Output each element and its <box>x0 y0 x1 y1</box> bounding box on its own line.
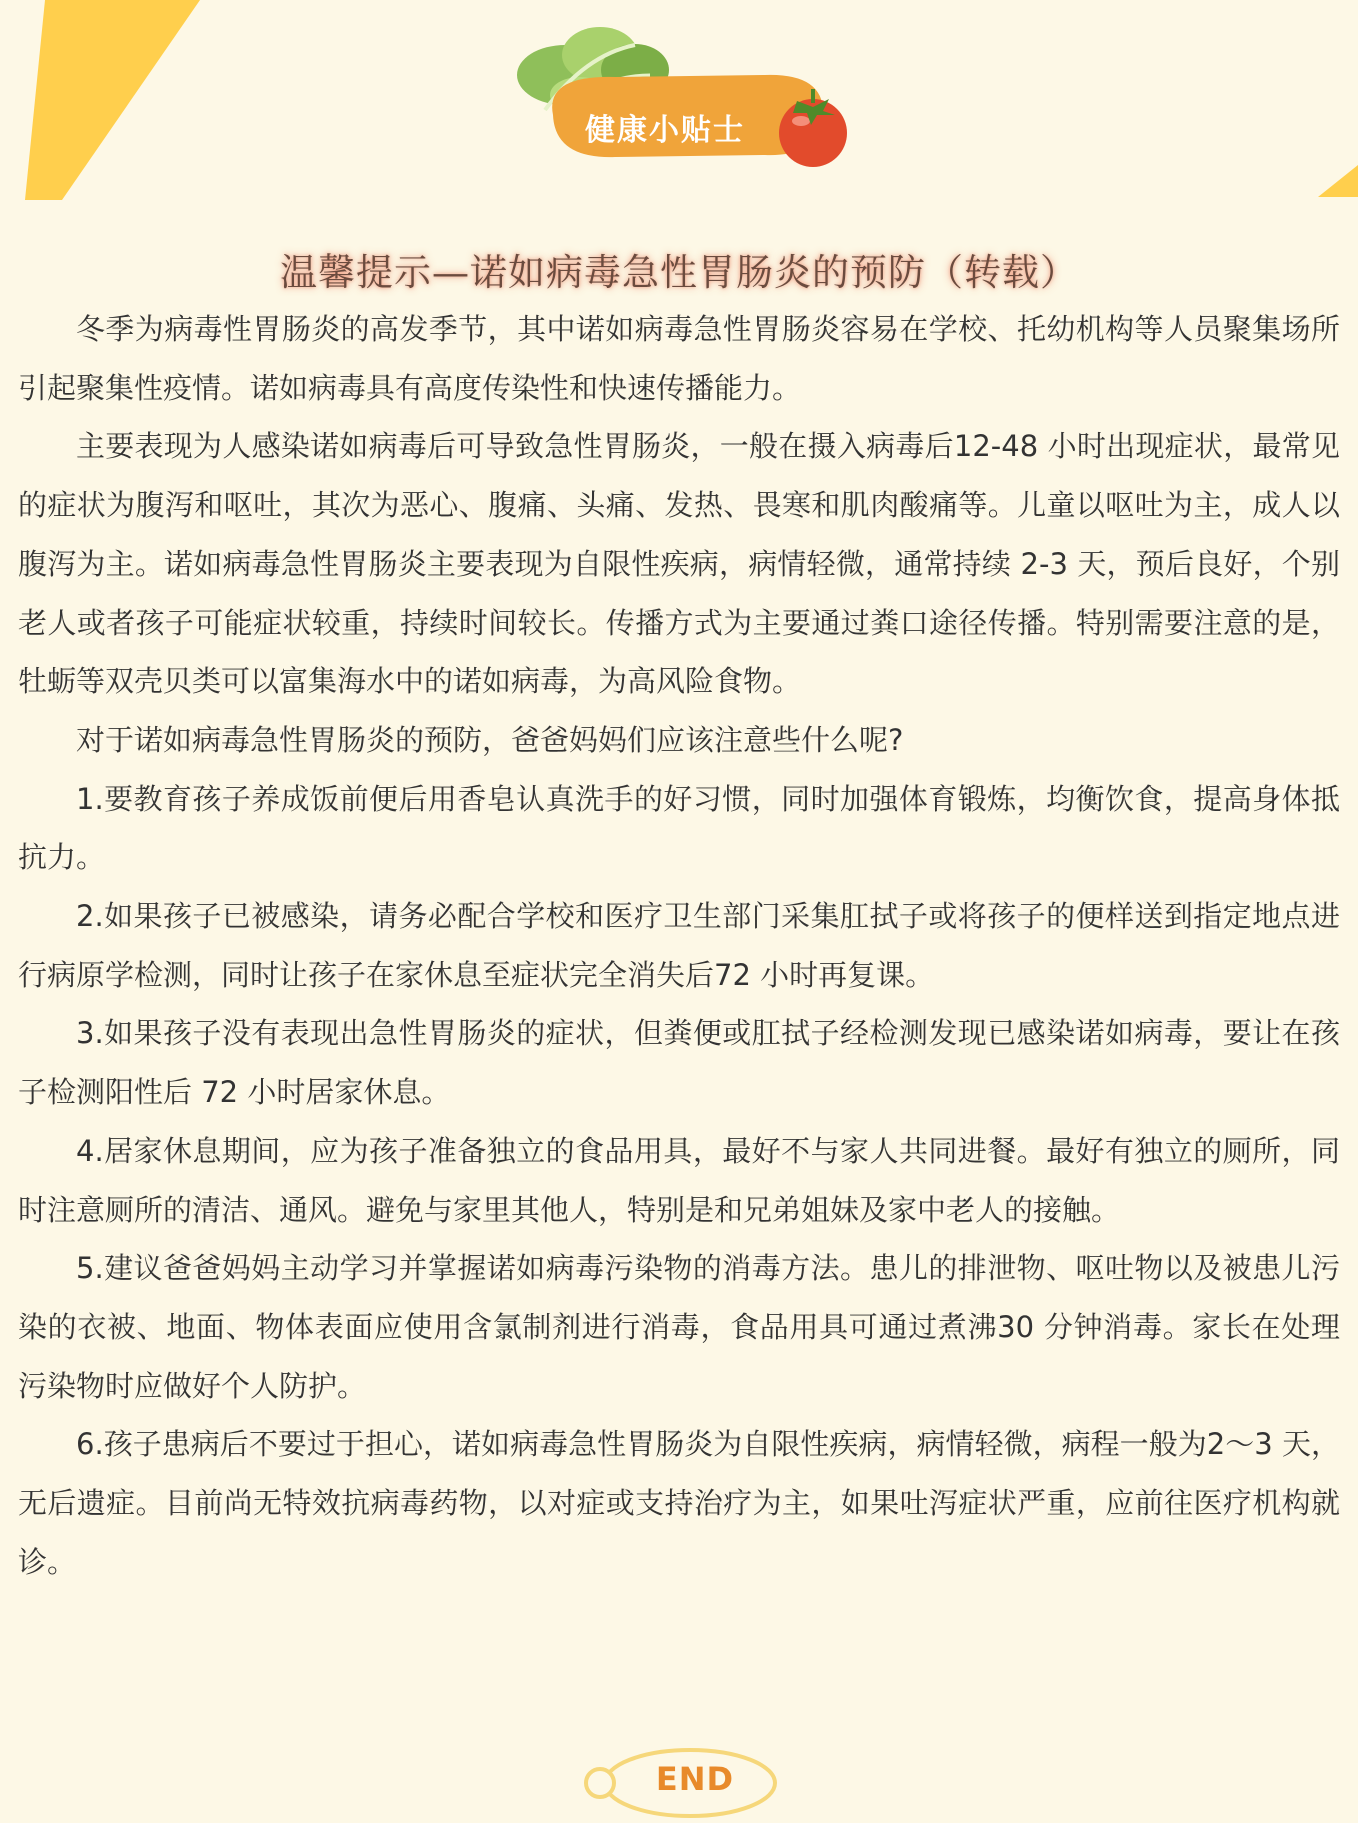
article-title: 温馨提示—诺如病毒急性胃肠炎的预防（转载） <box>280 251 1078 294</box>
paragraph-tip-1: 1.要教育孩子养成饭前便后用香皂认真洗手的好习惯，同时加强体育锻炼，均衡饮食，提高身体抵抗力。 <box>18 781 1340 875</box>
corner-triangle-decoration <box>1318 165 1358 197</box>
article-body <box>18 300 1340 1591</box>
paragraph-intro: 冬季为病毒性胃肠炎的高发季节，其中诺如病毒急性胃肠炎容易在学校、托幼机构等人员聚集场所引起聚集性疫情。诺如病毒具有高度传染性和快速传播能力。 <box>18 312 1340 405</box>
corner-stripe-decoration <box>0 0 260 200</box>
paragraph-symptoms: 主要表现为人感染诺如病毒后可导致急性胃肠炎，一般在摄入病毒后12-48 小时出现症状，最常见的症状为腹泻和呕吐，其次为恶心、腹痛、头痛、发热、畏寒和肌肉酸痛等。儿童以呕吐为主，成人以腹泻为主。诺如病毒急性胃肠炎主要表现为自限性疾病，病情轻微，通常持续 2-3 天，预后良好，个别老人或者孩子可能症状较重，持续时间较长。传播方式为主要通过粪口途径传播。特别需要注意的是，牡蛎等双壳贝类可以富集海水中的诺如病毒，为高风险食物。 <box>18 429 1340 699</box>
health-tips-badge <box>505 15 855 175</box>
paragraph-tip-4: 4.居家休息期间，应为孩子准备独立的食品用具，最好不与家人共同进餐。最好有独立的厕所，同时注意厕所的清洁、通风。避免与家里其他人，特别是和兄弟姐妹及家中老人的接触。 <box>18 1133 1340 1227</box>
paragraph-tip-6: 6.孩子患病后不要过于担心，诺如病毒急性胃肠炎为自限性疾病，病情轻微，病程一般为2～3 天，无后遗症。目前尚无特效抗病毒药物，以对症或支持治疗为主，如果吐泻症状严重，应前往医疗机构就诊。 <box>18 1427 1340 1579</box>
paragraph-tip-3: 3.如果孩子没有表现出急性胃肠炎的症状，但粪便或肛拭子经检测发现已感染诺如病毒，要让在孩子检测阳性后 72 小时居家休息。 <box>18 1016 1340 1110</box>
paragraph-tip-5: 5.建议爸爸妈妈主动学习并掌握诺如病毒污染物的消毒方法。患儿的排泄物、呕吐物以及被患儿污染的衣被、地面、物体表面应使用含氯制剂进行消毒，食品用具可通过煮沸30 分钟消毒。家长在处理污染物时应做好个人防护。 <box>18 1251 1340 1403</box>
badge-label: 健康小贴士 <box>585 113 745 148</box>
paragraph-tip-2: 2.如果孩子已被感染，请务必配合学校和医疗卫生部门采集肛拭子或将孩子的便样送到指定地点进行病原学检测，同时让孩子在家休息至症状完全消失后72 小时再复课。 <box>18 899 1340 992</box>
end-label: END <box>655 1760 735 1798</box>
paragraph-question: 对于诺如病毒急性胃肠炎的预防，爸爸妈妈们应该注意些什么呢? <box>76 722 904 757</box>
